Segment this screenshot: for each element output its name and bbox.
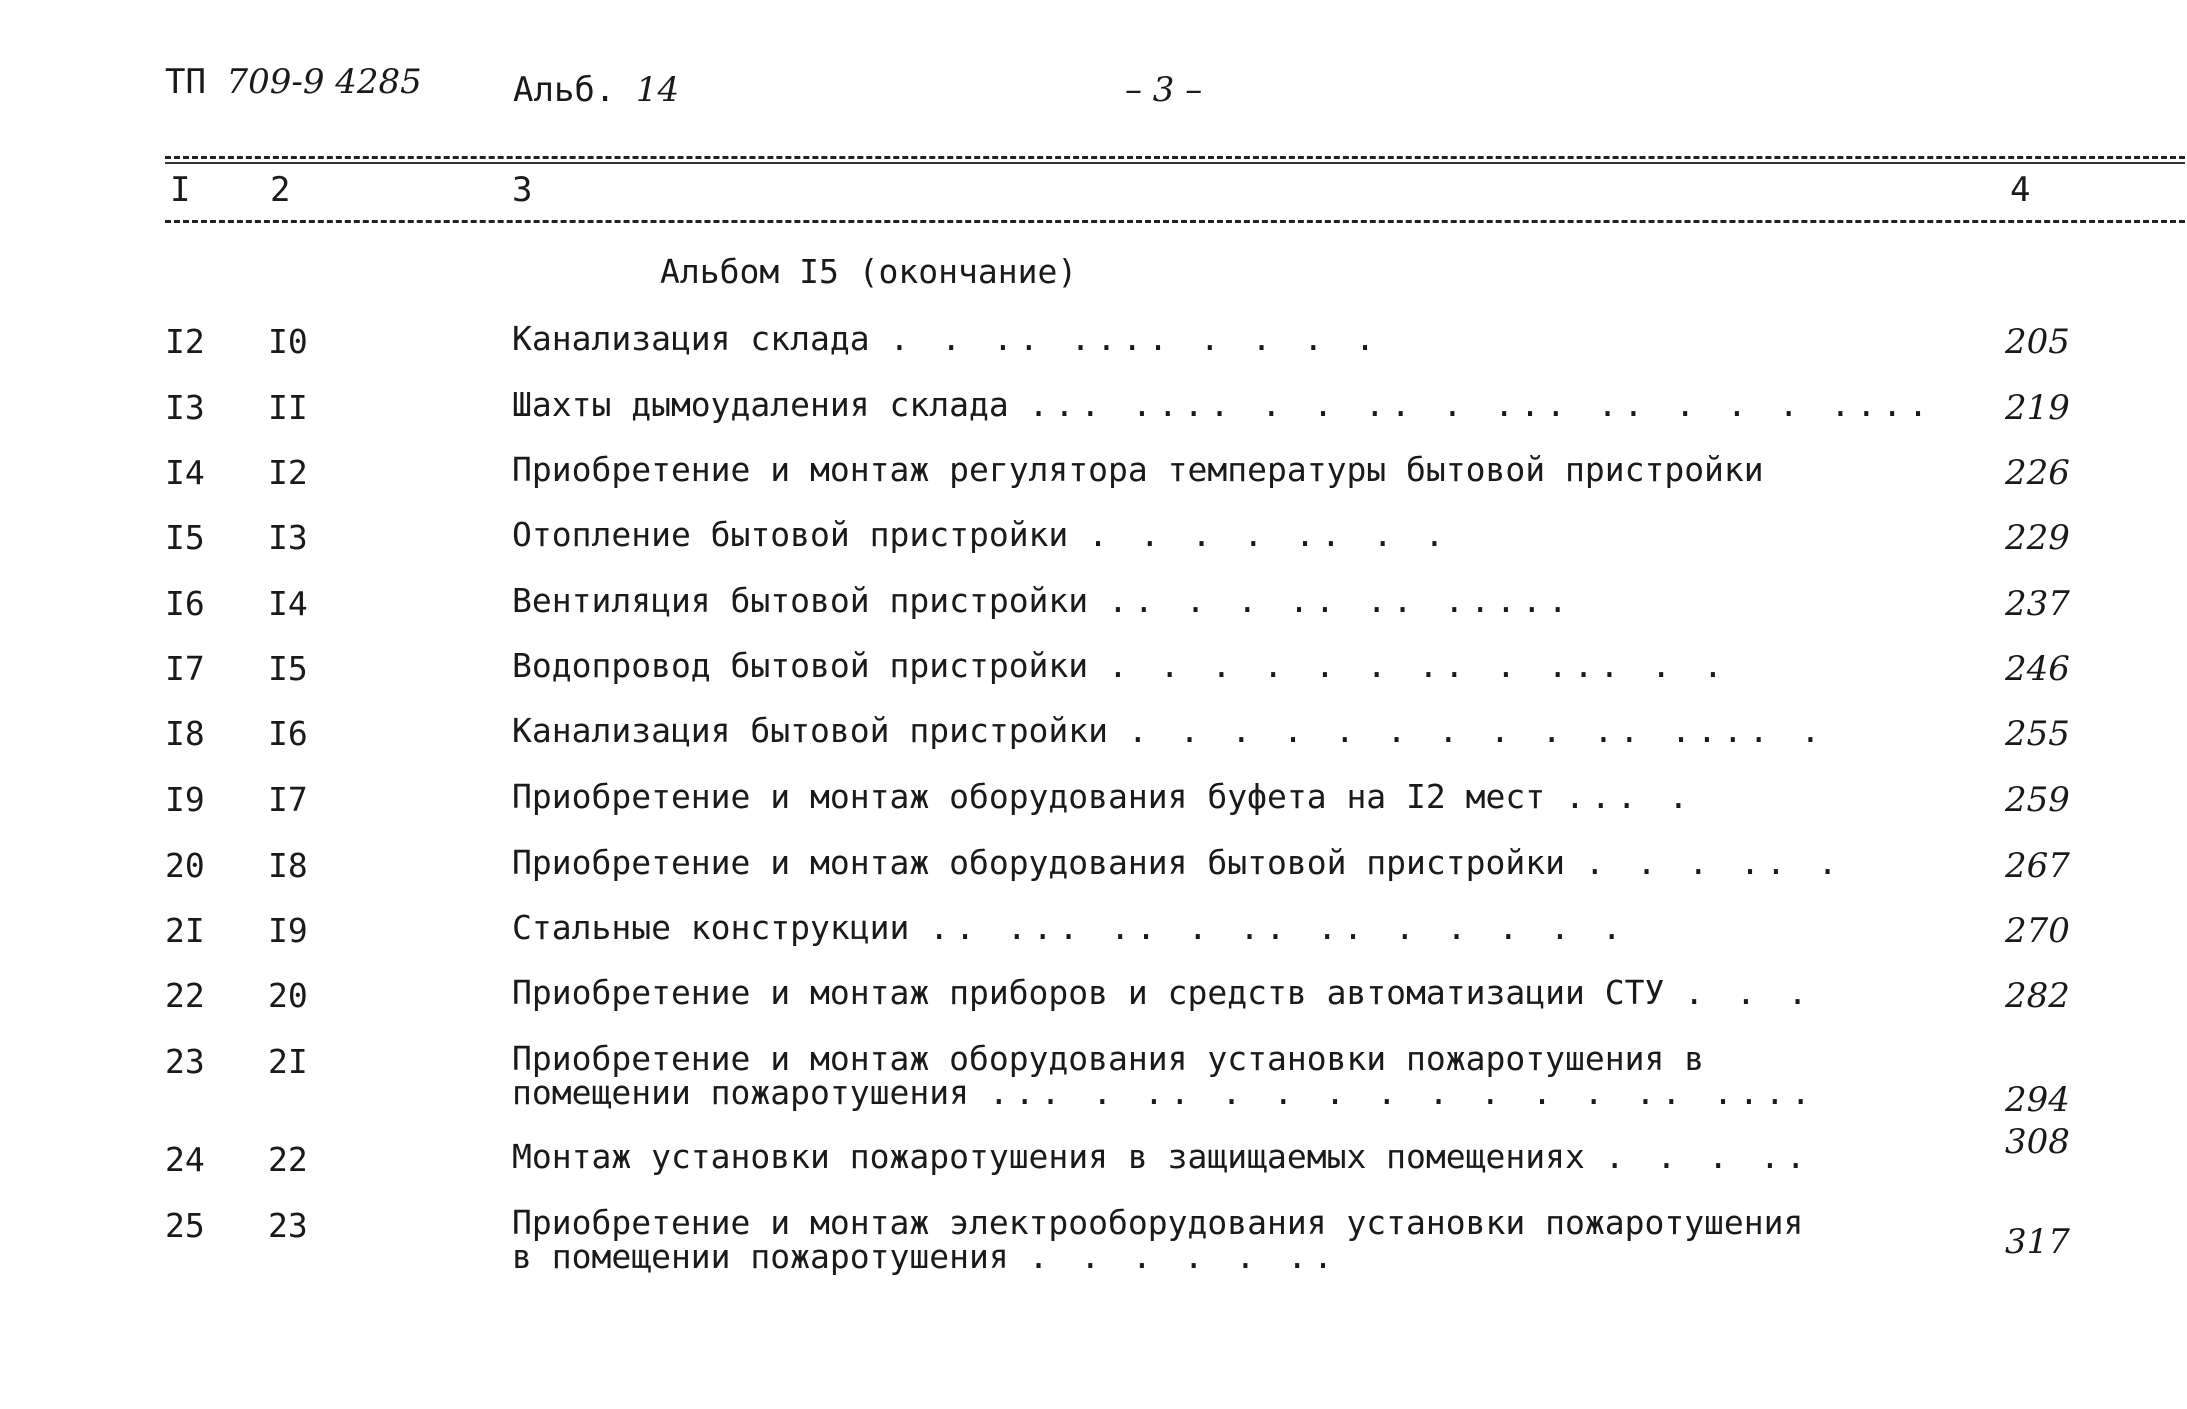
row-number: 25 — [165, 1206, 205, 1245]
row-page: 229 — [2005, 518, 2070, 558]
row-subnumber: I7 — [268, 780, 308, 819]
row-number: I7 — [165, 649, 205, 688]
row-page: 270 — [2005, 911, 2070, 951]
row-title: Канализация бытовой пристройки . . . . . . . . . .. .... . — [512, 711, 1827, 750]
row-title: Канализация склада . . .. .... . . . . — [512, 319, 1381, 358]
row-page: 259 — [2005, 780, 2070, 820]
column-header-1: I — [170, 170, 191, 210]
row-title: Приобретение и монтаж приборов и средств автоматизации СТУ . . . — [512, 973, 1814, 1012]
table-row — [0, 1122, 2187, 1204]
row-number: I4 — [165, 453, 205, 492]
row-title: Приобретение и монтаж оборудования буфета на I2 мест ... . — [512, 777, 1695, 816]
table-row — [0, 581, 2187, 648]
row-number: I3 — [165, 388, 205, 427]
table-row — [0, 319, 2187, 386]
row-subnumber: II — [268, 388, 308, 427]
row-title: Приобретение и монтаж оборудования установки пожаротушения в помещении пожаротушения ... . .. . . . . . . . . .. .... — [512, 1039, 1817, 1112]
row-number: 24 — [165, 1140, 205, 1179]
row-subnumber: I2 — [268, 453, 308, 492]
row-title: Приобретение и монтаж оборудования бытовой пристройки . . . .. . — [512, 843, 1844, 882]
row-subnumber: 20 — [268, 976, 308, 1015]
row-number: 23 — [165, 1042, 205, 1081]
row-number: I2 — [165, 322, 205, 361]
row-page: 205 — [2005, 322, 2070, 362]
table-row — [0, 450, 2187, 517]
table-row — [0, 646, 2187, 713]
album-reference — [513, 70, 679, 110]
row-subnumber: I4 — [268, 584, 308, 623]
row-subnumber: I8 — [268, 846, 308, 885]
table-row — [0, 515, 2187, 582]
header-bottom-rule — [165, 220, 2185, 223]
row-subnumber: I6 — [268, 714, 308, 753]
album-number: 14 — [635, 70, 680, 110]
row-page: 226 — [2005, 453, 2070, 493]
album-label: Альб. — [513, 70, 616, 110]
row-page: 255 — [2005, 714, 2070, 754]
table-row — [0, 973, 2187, 1040]
row-page: 282 — [2005, 976, 2070, 1016]
row-page: 317 — [2005, 1222, 2070, 1262]
table-row — [0, 777, 2187, 844]
row-page: 246 — [2005, 649, 2070, 689]
table-row — [0, 1039, 2187, 1132]
row-title: Стальные конструкции .. ... .. . .. .. . . . . . — [512, 908, 1628, 947]
row-number: I9 — [165, 780, 205, 819]
row-number: 22 — [165, 976, 205, 1015]
table-row — [0, 843, 2187, 910]
row-title: Приобретение и монтаж электрооборудования установки пожаротушения в помещении пожаротушения . . . . . .. — [512, 1203, 1804, 1276]
row-page: 267 — [2005, 846, 2070, 886]
document-code-prefix: ТП — [165, 62, 206, 102]
column-header-3: 3 — [512, 170, 533, 210]
row-subnumber: I0 — [268, 322, 308, 361]
table-row — [0, 385, 2187, 452]
table-row — [0, 711, 2187, 778]
row-subnumber: I3 — [268, 518, 308, 557]
top-rule-solid — [165, 162, 2185, 164]
row-number: 20 — [165, 846, 205, 885]
row-subnumber: I5 — [268, 649, 308, 688]
row-number: I8 — [165, 714, 205, 753]
table-row — [0, 908, 2187, 975]
row-number: 2I — [165, 911, 205, 950]
row-title: Приобретение и монтаж регулятора температуры бытовой пристройки — [512, 450, 1764, 489]
row-subnumber: 2I — [268, 1042, 308, 1081]
row-title: Шахты дымоудаления склада ... .... . . .. . ... .. . . . .... — [512, 385, 1934, 424]
section-title: Альбом I5 (окончание) — [660, 252, 1078, 291]
document-code — [165, 62, 422, 102]
column-header-2: 2 — [270, 170, 291, 210]
row-page: 237 — [2005, 584, 2070, 624]
row-title: Отопление бытовой пристройки . . . . .. . . — [512, 515, 1451, 554]
row-title: Водопровод бытовой пристройки . . . . . . .. . ... . . — [512, 646, 1729, 685]
column-header-4: 4 — [2010, 170, 2031, 210]
row-page: 308 — [2005, 1122, 2070, 1162]
row-page: 294 — [2005, 1080, 2070, 1120]
table-row — [0, 1203, 2187, 1296]
row-subnumber: 23 — [268, 1206, 308, 1245]
row-title: Вентиляция бытовой пристройки .. . . .. .. ..... — [512, 581, 1574, 620]
row-number: I5 — [165, 518, 205, 557]
row-page: 219 — [2005, 388, 2070, 428]
document-code-number: 709-9 4285 — [226, 62, 422, 102]
row-subnumber: 22 — [268, 1140, 308, 1179]
page-number: – 3 – — [1125, 70, 1203, 110]
row-subnumber: I9 — [268, 911, 308, 950]
top-rule — [165, 156, 2185, 159]
row-number: I6 — [165, 584, 205, 623]
row-title: Монтаж установки пожаротушения в защищаемых помещениях . . . .. — [512, 1137, 1812, 1176]
